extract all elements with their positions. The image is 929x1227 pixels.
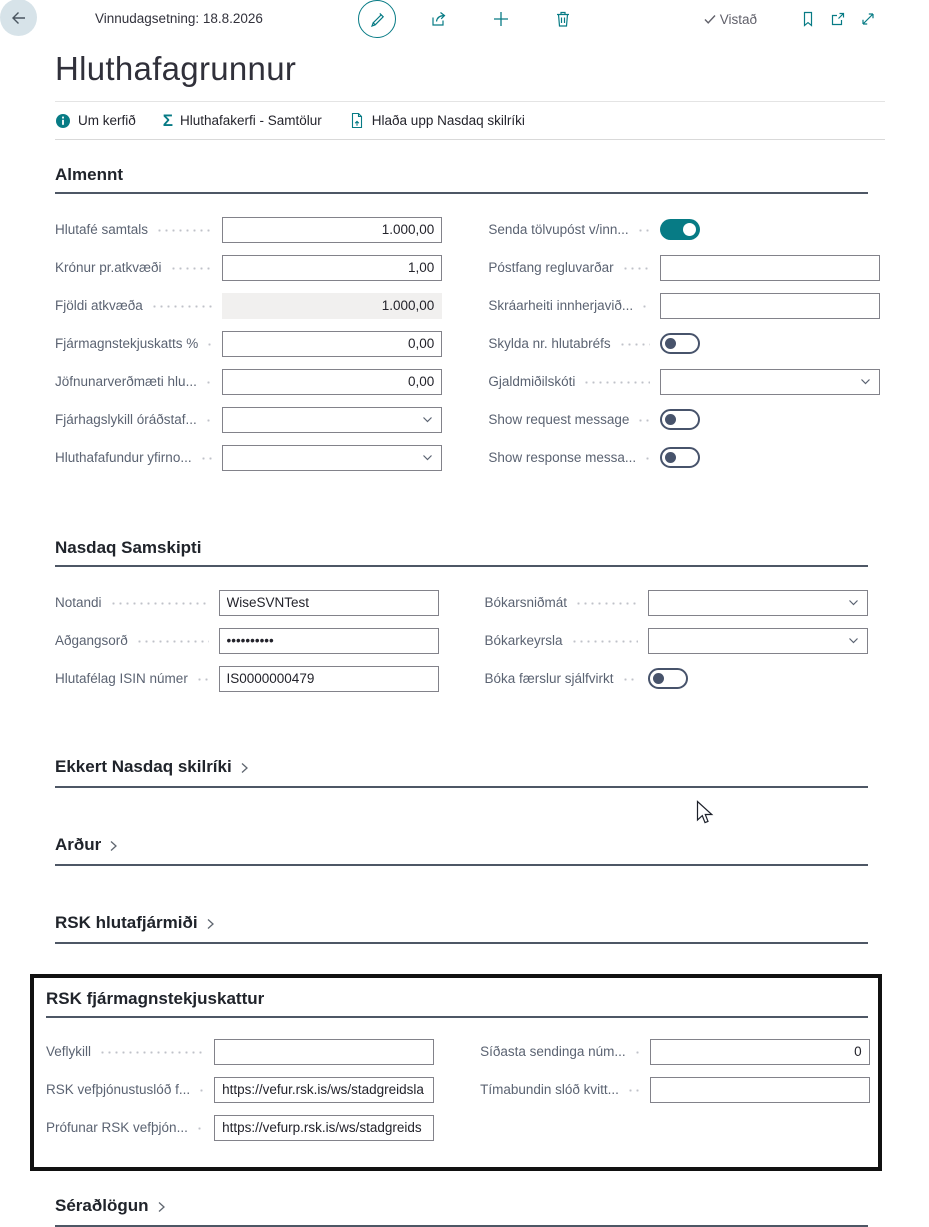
hluthafafundur-select[interactable] <box>222 445 442 471</box>
field-label: RSK vefþjónustuslóð f... <box>46 1082 191 1097</box>
section-divider <box>55 786 868 788</box>
show-response-message-toggle[interactable] <box>660 447 700 468</box>
dotted-leader <box>151 305 213 308</box>
dotted-leader <box>619 343 651 346</box>
field-row <box>55 444 442 471</box>
field-row <box>55 292 442 319</box>
section-ekkert-nasdaq-skilriki <box>55 756 868 788</box>
toggle-knob <box>665 452 676 463</box>
section-toggle-header[interactable] <box>55 756 868 777</box>
column-right <box>488 216 880 482</box>
section-toggle-header[interactable] <box>55 1195 868 1216</box>
field-row <box>55 216 442 243</box>
share-button[interactable] <box>429 9 449 29</box>
check-icon <box>703 12 717 26</box>
info-icon <box>55 113 71 129</box>
field-row <box>488 406 880 433</box>
column-right <box>480 1038 870 1141</box>
section-divider <box>55 192 868 194</box>
chevron-down-icon <box>847 596 860 609</box>
field-label: Prófunar RSK vefþjón... <box>46 1120 188 1135</box>
field-label: Fjárhagslykill óráðstaf... <box>55 412 197 427</box>
field-label: Show response messa... <box>488 450 637 465</box>
boka-faerslur-toggle[interactable] <box>648 668 688 689</box>
section-divider <box>55 942 868 944</box>
field-row <box>488 330 880 357</box>
dotted-leader <box>200 457 213 460</box>
section-divider <box>55 565 868 567</box>
field-label: Jöfnunarverðmæti hlu... <box>55 374 197 389</box>
field-label: Krónur pr.atkvæði <box>55 260 162 275</box>
field-label: Hluthafafundur yfirno... <box>55 450 192 465</box>
command-bar <box>0 0 929 38</box>
upload-document-icon <box>349 112 365 129</box>
dotted-leader <box>206 343 212 346</box>
page-title: Hluthafagrunnur <box>55 50 297 87</box>
show-request-message-toggle[interactable] <box>660 409 700 430</box>
fjoldi-atkvaeda-input: 1.000,00 <box>222 293 442 319</box>
field-row <box>46 1076 434 1103</box>
field-label: Veflykill <box>46 1044 92 1059</box>
menu-item-samtolur[interactable] <box>163 112 322 129</box>
field-row <box>480 1038 870 1065</box>
dotted-leader <box>644 457 650 460</box>
bokarkeyrsla-select[interactable] <box>648 628 868 654</box>
field-label: Show request message <box>488 412 630 427</box>
section-title: RSK hlutafjármiði <box>55 913 198 932</box>
gjaldmidilskoti-select[interactable] <box>660 369 880 395</box>
field-label: Skylda nr. hlutabréfs <box>488 336 611 351</box>
field-label: Aðgangsorð <box>55 633 128 648</box>
field-row <box>488 292 880 319</box>
field-label: Bókarsniðmát <box>484 595 568 610</box>
dotted-leader <box>170 267 213 270</box>
section-seradlogun <box>55 1195 868 1227</box>
page-body <box>0 47 929 1227</box>
dotted-leader <box>156 229 212 232</box>
section-almennt <box>55 164 868 482</box>
popout-button[interactable] <box>829 10 847 28</box>
dotted-leader <box>634 1051 640 1054</box>
trash-icon <box>553 9 573 29</box>
field-label: Gjaldmiðilskóti <box>488 374 576 389</box>
dotted-leader <box>571 640 638 643</box>
field-row <box>55 254 442 281</box>
section-toggle-header[interactable] <box>55 912 868 933</box>
menu-item-upload-skilriki[interactable] <box>349 112 525 129</box>
field-label: Fjöldi atkvæða <box>55 298 143 313</box>
chevron-right-icon <box>106 839 120 853</box>
field-label: Hlutafélag ISIN númer <box>55 671 188 686</box>
chevron-down-icon <box>421 413 434 426</box>
field-row <box>485 665 869 692</box>
sigma-icon: Σ <box>162 111 173 130</box>
adgangsord-password-input[interactable]: •••••••••• <box>219 628 439 654</box>
dotted-leader <box>637 419 650 422</box>
field-row <box>55 406 442 433</box>
field-row <box>55 368 442 395</box>
notandi-input[interactable]: WiseSVNTest <box>219 590 439 616</box>
section-rsk-hlutafjarmidi <box>55 912 868 944</box>
dotted-leader <box>205 419 213 422</box>
chevron-down-icon <box>421 451 434 464</box>
section-title: Nasdaq Samskipti <box>55 538 202 557</box>
bokarsnidmat-select[interactable] <box>648 590 868 616</box>
sidasta-sendinga-numer-input[interactable]: 0 <box>650 1039 870 1065</box>
field-row <box>55 627 439 654</box>
dotted-leader <box>196 1127 204 1130</box>
section-divider <box>55 864 868 866</box>
kronur-pr-atkvaedi-input[interactable]: 1,00 <box>222 255 442 281</box>
skylda-nr-hlutabrefs-toggle[interactable] <box>660 333 700 354</box>
bookmark-icon <box>799 10 817 28</box>
field-row <box>55 589 439 616</box>
toolbar <box>358 0 615 38</box>
delete-button[interactable] <box>553 9 573 29</box>
field-row <box>488 216 880 243</box>
expand-button[interactable] <box>859 10 877 28</box>
field-row <box>46 1114 434 1141</box>
field-row <box>480 1076 870 1103</box>
field-row <box>485 627 869 654</box>
jofnunarverdmaeti-input[interactable]: 0,00 <box>222 369 442 395</box>
dotted-leader <box>575 602 638 605</box>
toggle-knob <box>653 673 664 684</box>
chevron-down-icon <box>859 375 872 388</box>
menu-item-label: Um kerfið <box>78 113 136 128</box>
field-label: Fjármagnstekjuskatts % <box>55 336 199 351</box>
senda-tolvupost-toggle[interactable] <box>660 219 700 240</box>
expand-diagonal-icon <box>859 10 877 28</box>
section-ardur <box>55 834 868 866</box>
skraarheiti-input[interactable] <box>660 293 880 319</box>
column-left <box>46 1038 434 1141</box>
field-label: Póstfang regluvarðar <box>488 260 614 275</box>
field-label: Hlutafé samtals <box>55 222 149 237</box>
postfang-regluvardar-input[interactable] <box>660 255 880 281</box>
edit-button[interactable] <box>358 0 396 38</box>
window-controls <box>703 0 877 38</box>
fjarmagnstekjuskatts-input[interactable]: 0,00 <box>222 331 442 357</box>
save-status-label: Vistað <box>719 11 757 27</box>
save-status <box>703 12 757 27</box>
toggle-knob <box>665 338 676 349</box>
column-left <box>55 216 442 482</box>
hlutafe-samtals-input[interactable]: 1.000,00 <box>222 217 442 243</box>
popout-icon <box>829 10 847 28</box>
section-rsk-fjarmagnstekjuskattur-highlighted <box>30 974 882 1171</box>
field-label: Senda tölvupóst v/inn... <box>488 222 629 237</box>
field-row <box>488 444 880 471</box>
chevron-right-icon <box>154 1200 168 1214</box>
field-row <box>485 589 869 616</box>
fjarhagslykill-select[interactable] <box>222 407 442 433</box>
section-title: Séraðlögun <box>55 1196 149 1215</box>
dotted-leader <box>136 640 209 643</box>
field-row <box>488 254 880 281</box>
menu-item-label: Hluthafakerfi - Samtölur <box>179 113 322 128</box>
chevron-down-icon <box>847 634 860 647</box>
plus-icon <box>491 9 511 29</box>
isin-numer-input[interactable]: IS0000000479 <box>219 666 439 692</box>
dotted-leader <box>622 267 651 270</box>
column-left <box>55 589 439 703</box>
field-label: Notandi <box>55 595 102 610</box>
section-title: Arður <box>55 835 102 854</box>
section-divider <box>46 1016 868 1018</box>
profunar-rsk-vefthjonusta-input[interactable]: https://vefurp.rsk.is/ws/stadgreids <box>214 1115 434 1141</box>
share-icon <box>429 9 449 29</box>
field-label: Skráarheiti innherjavið... <box>488 298 634 313</box>
bookmark-button[interactable] <box>799 10 817 28</box>
field-row <box>55 330 442 357</box>
chevron-right-icon <box>237 761 251 775</box>
dotted-leader <box>583 381 650 384</box>
field-row <box>46 1038 434 1065</box>
dotted-leader <box>627 1089 640 1092</box>
dotted-leader <box>196 678 209 681</box>
section-title: RSK fjármagnstekjuskattur <box>46 989 265 1008</box>
dotted-leader <box>641 305 650 308</box>
rsk-vefthjonustuslod-input[interactable]: https://vefur.rsk.is/ws/stadgreidsla <box>214 1077 434 1103</box>
toggle-knob <box>665 414 676 425</box>
timabundin-slod-input[interactable] <box>650 1077 870 1103</box>
veflykill-input[interactable] <box>214 1039 434 1065</box>
dotted-leader <box>205 381 212 384</box>
menu-item-um-kerfid[interactable] <box>55 113 136 129</box>
field-row <box>488 368 880 395</box>
chevron-right-icon <box>203 917 217 931</box>
field-label: Bóka færslur sjálfvirkt <box>484 671 614 686</box>
section-toggle-header[interactable] <box>55 834 868 855</box>
dotted-leader <box>198 1089 204 1092</box>
new-button[interactable] <box>491 9 511 29</box>
back-button[interactable] <box>0 0 37 36</box>
field-label: Bókarkeyrsla <box>484 633 563 648</box>
dotted-leader <box>622 678 638 681</box>
menu-item-label: Hlaða upp Nasdaq skilríki <box>371 113 525 128</box>
edit-pencil-icon <box>367 9 387 29</box>
working-date: Vinnudagsetning: 18.8.2026 <box>95 11 263 26</box>
dotted-leader <box>99 1051 204 1054</box>
section-nasdaq-samskipti <box>55 537 868 703</box>
column-right <box>485 589 869 703</box>
dotted-leader <box>110 602 209 605</box>
back-arrow-icon <box>9 8 29 28</box>
field-label: Síðasta sendinga núm... <box>480 1044 626 1059</box>
field-row <box>55 665 439 692</box>
field-label: Tímabundin slóð kvitt... <box>480 1082 619 1097</box>
dotted-leader <box>637 229 650 232</box>
section-title: Ekkert Nasdaq skilríki <box>55 757 232 776</box>
toggle-knob <box>683 223 696 236</box>
action-menu <box>55 102 885 140</box>
section-title: Almennt <box>55 165 123 184</box>
